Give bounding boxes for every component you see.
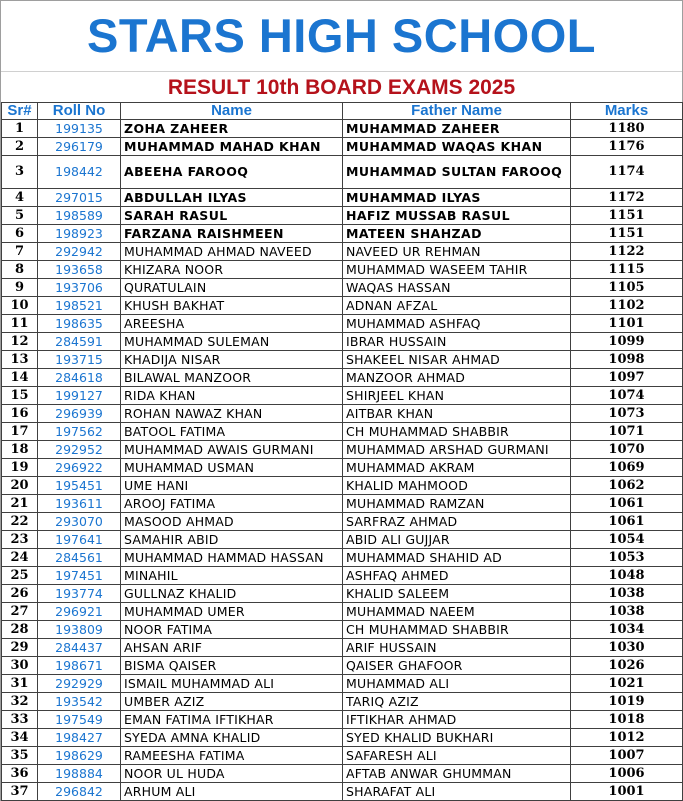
- father-name-cell: SHAKEEL NISAR AHMAD: [343, 351, 571, 369]
- marks-cell: 1053: [571, 549, 683, 567]
- roll-no-cell: 198884: [38, 765, 121, 783]
- marks-cell: 1019: [571, 693, 683, 711]
- serial-cell: 32: [2, 693, 38, 711]
- serial-cell: 15: [2, 387, 38, 405]
- student-name-cell: ZOHA ZAHEER: [121, 120, 343, 138]
- roll-no-cell: 193774: [38, 585, 121, 603]
- table-row: [2, 261, 683, 279]
- roll-no-cell: 197549: [38, 711, 121, 729]
- table-row: [2, 765, 683, 783]
- marks-cell: 1115: [571, 261, 683, 279]
- student-name-cell: SYEDA AMNA KHALID: [121, 729, 343, 747]
- roll-no-cell: 197562: [38, 423, 121, 441]
- table-row: [2, 207, 683, 225]
- marks-cell: 1007: [571, 747, 683, 765]
- header-name: Name: [121, 103, 343, 120]
- roll-no-cell: 197451: [38, 567, 121, 585]
- student-name-cell: UMBER AZIZ: [121, 693, 343, 711]
- marks-cell: 1034: [571, 621, 683, 639]
- roll-no-cell: 198521: [38, 297, 121, 315]
- serial-cell: 24: [2, 549, 38, 567]
- roll-no-cell: 296179: [38, 138, 121, 156]
- student-name-cell: GULLNAZ KHALID: [121, 585, 343, 603]
- student-name-cell: ARHUM ALI: [121, 783, 343, 801]
- student-name-cell: KHADIJA NISAR: [121, 351, 343, 369]
- student-name-cell: AREESHA: [121, 315, 343, 333]
- student-name-cell: BATOOL FATIMA: [121, 423, 343, 441]
- serial-cell: 22: [2, 513, 38, 531]
- serial-cell: 36: [2, 765, 38, 783]
- marks-cell: 1006: [571, 765, 683, 783]
- father-name-cell: MUHAMMAD WAQAS KHAN: [343, 138, 571, 156]
- table-row: [2, 156, 683, 189]
- table-row: [2, 297, 683, 315]
- marks-cell: 1001: [571, 783, 683, 801]
- father-name-cell: TARIQ AZIZ: [343, 693, 571, 711]
- table-row: [2, 243, 683, 261]
- roll-no-cell: 198671: [38, 657, 121, 675]
- header-roll-no: Roll No: [38, 103, 121, 120]
- serial-cell: 23: [2, 531, 38, 549]
- roll-no-cell: 284591: [38, 333, 121, 351]
- serial-cell: 8: [2, 261, 38, 279]
- student-name-cell: EMAN FATIMA IFTIKHAR: [121, 711, 343, 729]
- father-name-cell: KHALID MAHMOOD: [343, 477, 571, 495]
- serial-cell: 21: [2, 495, 38, 513]
- marks-cell: 1102: [571, 297, 683, 315]
- student-name-cell: AHSAN ARIF: [121, 639, 343, 657]
- serial-cell: 18: [2, 441, 38, 459]
- table-row: [2, 477, 683, 495]
- marks-cell: 1018: [571, 711, 683, 729]
- student-name-cell: ABEEHA FAROOQ: [121, 156, 343, 189]
- table-row: [2, 315, 683, 333]
- table-row: [2, 120, 683, 138]
- roll-no-cell: 195451: [38, 477, 121, 495]
- serial-cell: 26: [2, 585, 38, 603]
- serial-cell: 31: [2, 675, 38, 693]
- serial-cell: 16: [2, 405, 38, 423]
- student-name-cell: FARZANA RAISHMEEN: [121, 225, 343, 243]
- serial-cell: 10: [2, 297, 38, 315]
- roll-no-cell: 292942: [38, 243, 121, 261]
- student-name-cell: SARAH RASUL: [121, 207, 343, 225]
- serial-cell: 19: [2, 459, 38, 477]
- marks-cell: 1048: [571, 567, 683, 585]
- father-name-cell: MANZOOR AHMAD: [343, 369, 571, 387]
- father-name-cell: MUHAMMAD ASHFAQ: [343, 315, 571, 333]
- roll-no-cell: 296939: [38, 405, 121, 423]
- father-name-cell: SHIRJEEL KHAN: [343, 387, 571, 405]
- roll-no-cell: 197641: [38, 531, 121, 549]
- table-row: [2, 747, 683, 765]
- marks-cell: 1151: [571, 225, 683, 243]
- father-name-cell: MUHAMMAD SULTAN FAROOQ: [343, 156, 571, 189]
- table-row: [2, 513, 683, 531]
- student-name-cell: MUHAMMAD MAHAD KHAN: [121, 138, 343, 156]
- father-name-cell: MUHAMMAD SHAHID AD: [343, 549, 571, 567]
- serial-cell: 4: [2, 189, 38, 207]
- father-name-cell: WAQAS HASSAN: [343, 279, 571, 297]
- serial-cell: 20: [2, 477, 38, 495]
- roll-no-cell: 292952: [38, 441, 121, 459]
- father-name-cell: NAVEED UR REHMAN: [343, 243, 571, 261]
- father-name-cell: HAFIZ MUSSAB RASUL: [343, 207, 571, 225]
- roll-no-cell: 198629: [38, 747, 121, 765]
- table-row: [2, 189, 683, 207]
- serial-cell: 29: [2, 639, 38, 657]
- father-name-cell: IFTIKHAR AHMAD: [343, 711, 571, 729]
- student-name-cell: MUHAMMAD SULEMAN: [121, 333, 343, 351]
- serial-cell: 12: [2, 333, 38, 351]
- student-name-cell: NOOR FATIMA: [121, 621, 343, 639]
- table-row: [2, 639, 683, 657]
- roll-no-cell: 199127: [38, 387, 121, 405]
- father-name-cell: MATEEN SHAHZAD: [343, 225, 571, 243]
- serial-cell: 6: [2, 225, 38, 243]
- roll-no-cell: 193658: [38, 261, 121, 279]
- marks-cell: 1071: [571, 423, 683, 441]
- marks-cell: 1021: [571, 675, 683, 693]
- roll-no-cell: 198427: [38, 729, 121, 747]
- table-row: [2, 351, 683, 369]
- table-row: [2, 693, 683, 711]
- roll-no-cell: 284618: [38, 369, 121, 387]
- serial-cell: 5: [2, 207, 38, 225]
- father-name-cell: SAFARESH ALI: [343, 747, 571, 765]
- student-name-cell: MUHAMMAD HAMMAD HASSAN: [121, 549, 343, 567]
- serial-cell: 37: [2, 783, 38, 801]
- marks-cell: 1054: [571, 531, 683, 549]
- roll-no-cell: 193706: [38, 279, 121, 297]
- table-row: [2, 495, 683, 513]
- student-name-cell: UME HANI: [121, 477, 343, 495]
- serial-cell: 27: [2, 603, 38, 621]
- marks-cell: 1012: [571, 729, 683, 747]
- student-name-cell: MUHAMMAD AHMAD NAVEED: [121, 243, 343, 261]
- student-name-cell: QURATULAIN: [121, 279, 343, 297]
- serial-cell: 9: [2, 279, 38, 297]
- roll-no-cell: 284561: [38, 549, 121, 567]
- student-name-cell: NOOR UL HUDA: [121, 765, 343, 783]
- father-name-cell: MUHAMMAD AKRAM: [343, 459, 571, 477]
- father-name-cell: MUHAMMAD ZAHEER: [343, 120, 571, 138]
- student-name-cell: SAMAHIR ABID: [121, 531, 343, 549]
- roll-no-cell: 193715: [38, 351, 121, 369]
- student-name-cell: BILAWAL MANZOOR: [121, 369, 343, 387]
- marks-cell: 1180: [571, 120, 683, 138]
- table-row: [2, 549, 683, 567]
- father-name-cell: SHARAFAT ALI: [343, 783, 571, 801]
- student-name-cell: MUHAMMAD USMAN: [121, 459, 343, 477]
- table-row: [2, 531, 683, 549]
- student-name-cell: ABDULLAH ILYAS: [121, 189, 343, 207]
- father-name-cell: MUHAMMAD ALI: [343, 675, 571, 693]
- father-name-cell: SARFRAZ AHMAD: [343, 513, 571, 531]
- table-row: [2, 405, 683, 423]
- roll-no-cell: 297015: [38, 189, 121, 207]
- roll-no-cell: 198442: [38, 156, 121, 189]
- student-name-cell: KHUSH BAKHAT: [121, 297, 343, 315]
- table-row: [2, 783, 683, 801]
- table-row: [2, 423, 683, 441]
- serial-cell: 14: [2, 369, 38, 387]
- results-body: [2, 120, 683, 801]
- result-subtitle: RESULT 10th BOARD EXAMS 2025: [167, 76, 516, 99]
- student-name-cell: RAMEESHA FATIMA: [121, 747, 343, 765]
- roll-no-cell: 198923: [38, 225, 121, 243]
- student-name-cell: ROHAN NAWAZ KHAN: [121, 405, 343, 423]
- header-row: [2, 103, 683, 120]
- roll-no-cell: 198635: [38, 315, 121, 333]
- table-row: [2, 603, 683, 621]
- marks-cell: 1061: [571, 513, 683, 531]
- marks-cell: 1101: [571, 315, 683, 333]
- serial-cell: 33: [2, 711, 38, 729]
- student-name-cell: RIDA KHAN: [121, 387, 343, 405]
- roll-no-cell: 193611: [38, 495, 121, 513]
- marks-cell: 1122: [571, 243, 683, 261]
- student-name-cell: AROOJ FATIMA: [121, 495, 343, 513]
- marks-cell: 1061: [571, 495, 683, 513]
- marks-cell: 1026: [571, 657, 683, 675]
- serial-cell: 7: [2, 243, 38, 261]
- father-name-cell: IBRAR HUSSAIN: [343, 333, 571, 351]
- table-row: [2, 279, 683, 297]
- father-name-cell: CH MUHAMMAD SHABBIR: [343, 621, 571, 639]
- marks-cell: 1151: [571, 207, 683, 225]
- table-row: [2, 621, 683, 639]
- serial-cell: 3: [2, 156, 38, 189]
- roll-no-cell: 296842: [38, 783, 121, 801]
- serial-cell: 17: [2, 423, 38, 441]
- table-row: [2, 441, 683, 459]
- marks-cell: 1073: [571, 405, 683, 423]
- student-name-cell: KHIZARA NOOR: [121, 261, 343, 279]
- marks-cell: 1038: [571, 603, 683, 621]
- header-marks: Marks: [571, 103, 683, 120]
- table-row: [2, 567, 683, 585]
- serial-cell: 35: [2, 747, 38, 765]
- marks-cell: 1038: [571, 585, 683, 603]
- results-table: [1, 102, 683, 801]
- serial-cell: 34: [2, 729, 38, 747]
- student-name-cell: MASOOD AHMAD: [121, 513, 343, 531]
- roll-no-cell: 292929: [38, 675, 121, 693]
- student-name-cell: MINAHIL: [121, 567, 343, 585]
- serial-cell: 30: [2, 657, 38, 675]
- table-row: [2, 729, 683, 747]
- roll-no-cell: 284437: [38, 639, 121, 657]
- marks-cell: 1030: [571, 639, 683, 657]
- roll-no-cell: 193809: [38, 621, 121, 639]
- table-row: [2, 585, 683, 603]
- table-row: [2, 459, 683, 477]
- table-row: [2, 333, 683, 351]
- roll-no-cell: 296921: [38, 603, 121, 621]
- marks-cell: 1172: [571, 189, 683, 207]
- serial-cell: 25: [2, 567, 38, 585]
- father-name-cell: ABID ALI GUJJAR: [343, 531, 571, 549]
- table-row: [2, 387, 683, 405]
- table-row: [2, 711, 683, 729]
- serial-cell: 2: [2, 138, 38, 156]
- father-name-cell: AFTAB ANWAR GHUMMAN: [343, 765, 571, 783]
- father-name-cell: MUHAMMAD ARSHAD GURMANI: [343, 441, 571, 459]
- student-name-cell: MUHAMMAD AWAIS GURMANI: [121, 441, 343, 459]
- header-father-name: Father Name: [343, 103, 571, 120]
- father-name-cell: ARIF HUSSAIN: [343, 639, 571, 657]
- roll-no-cell: 198589: [38, 207, 121, 225]
- marks-cell: 1070: [571, 441, 683, 459]
- table-row: [2, 657, 683, 675]
- serial-cell: 28: [2, 621, 38, 639]
- father-name-cell: ADNAN AFZAL: [343, 297, 571, 315]
- father-name-cell: QAISER GHAFOOR: [343, 657, 571, 675]
- roll-no-cell: 296922: [38, 459, 121, 477]
- student-name-cell: MUHAMMAD UMER: [121, 603, 343, 621]
- father-name-cell: ASHFAQ AHMED: [343, 567, 571, 585]
- roll-no-cell: 293070: [38, 513, 121, 531]
- father-name-cell: MUHAMMAD WASEEM TAHIR: [343, 261, 571, 279]
- father-name-cell: KHALID SALEEM: [343, 585, 571, 603]
- marks-cell: 1105: [571, 279, 683, 297]
- marks-cell: 1099: [571, 333, 683, 351]
- marks-cell: 1074: [571, 387, 683, 405]
- student-name-cell: BISMA QAISER: [121, 657, 343, 675]
- marks-cell: 1097: [571, 369, 683, 387]
- marks-cell: 1062: [571, 477, 683, 495]
- marks-cell: 1176: [571, 138, 683, 156]
- table-row: [2, 369, 683, 387]
- father-name-cell: SYED KHALID BUKHARI: [343, 729, 571, 747]
- roll-no-cell: 199135: [38, 120, 121, 138]
- serial-cell: 13: [2, 351, 38, 369]
- marks-cell: 1174: [571, 156, 683, 189]
- header-sr: Sr#: [2, 103, 38, 120]
- father-name-cell: CH MUHAMMAD SHABBIR: [343, 423, 571, 441]
- serial-cell: 11: [2, 315, 38, 333]
- table-row: [2, 138, 683, 156]
- school-title: STARS HIGH SCHOOL: [1, 1, 682, 72]
- serial-cell: 1: [2, 120, 38, 138]
- father-name-cell: MUHAMMAD RAMZAN: [343, 495, 571, 513]
- table-row: [2, 675, 683, 693]
- father-name-cell: MUHAMMAD NAEEM: [343, 603, 571, 621]
- marks-cell: 1098: [571, 351, 683, 369]
- father-name-cell: AITBAR KHAN: [343, 405, 571, 423]
- marks-cell: 1069: [571, 459, 683, 477]
- student-name-cell: ISMAIL MUHAMMAD ALI: [121, 675, 343, 693]
- table-row: [2, 225, 683, 243]
- roll-no-cell: 193542: [38, 693, 121, 711]
- father-name-cell: MUHAMMAD ILYAS: [343, 189, 571, 207]
